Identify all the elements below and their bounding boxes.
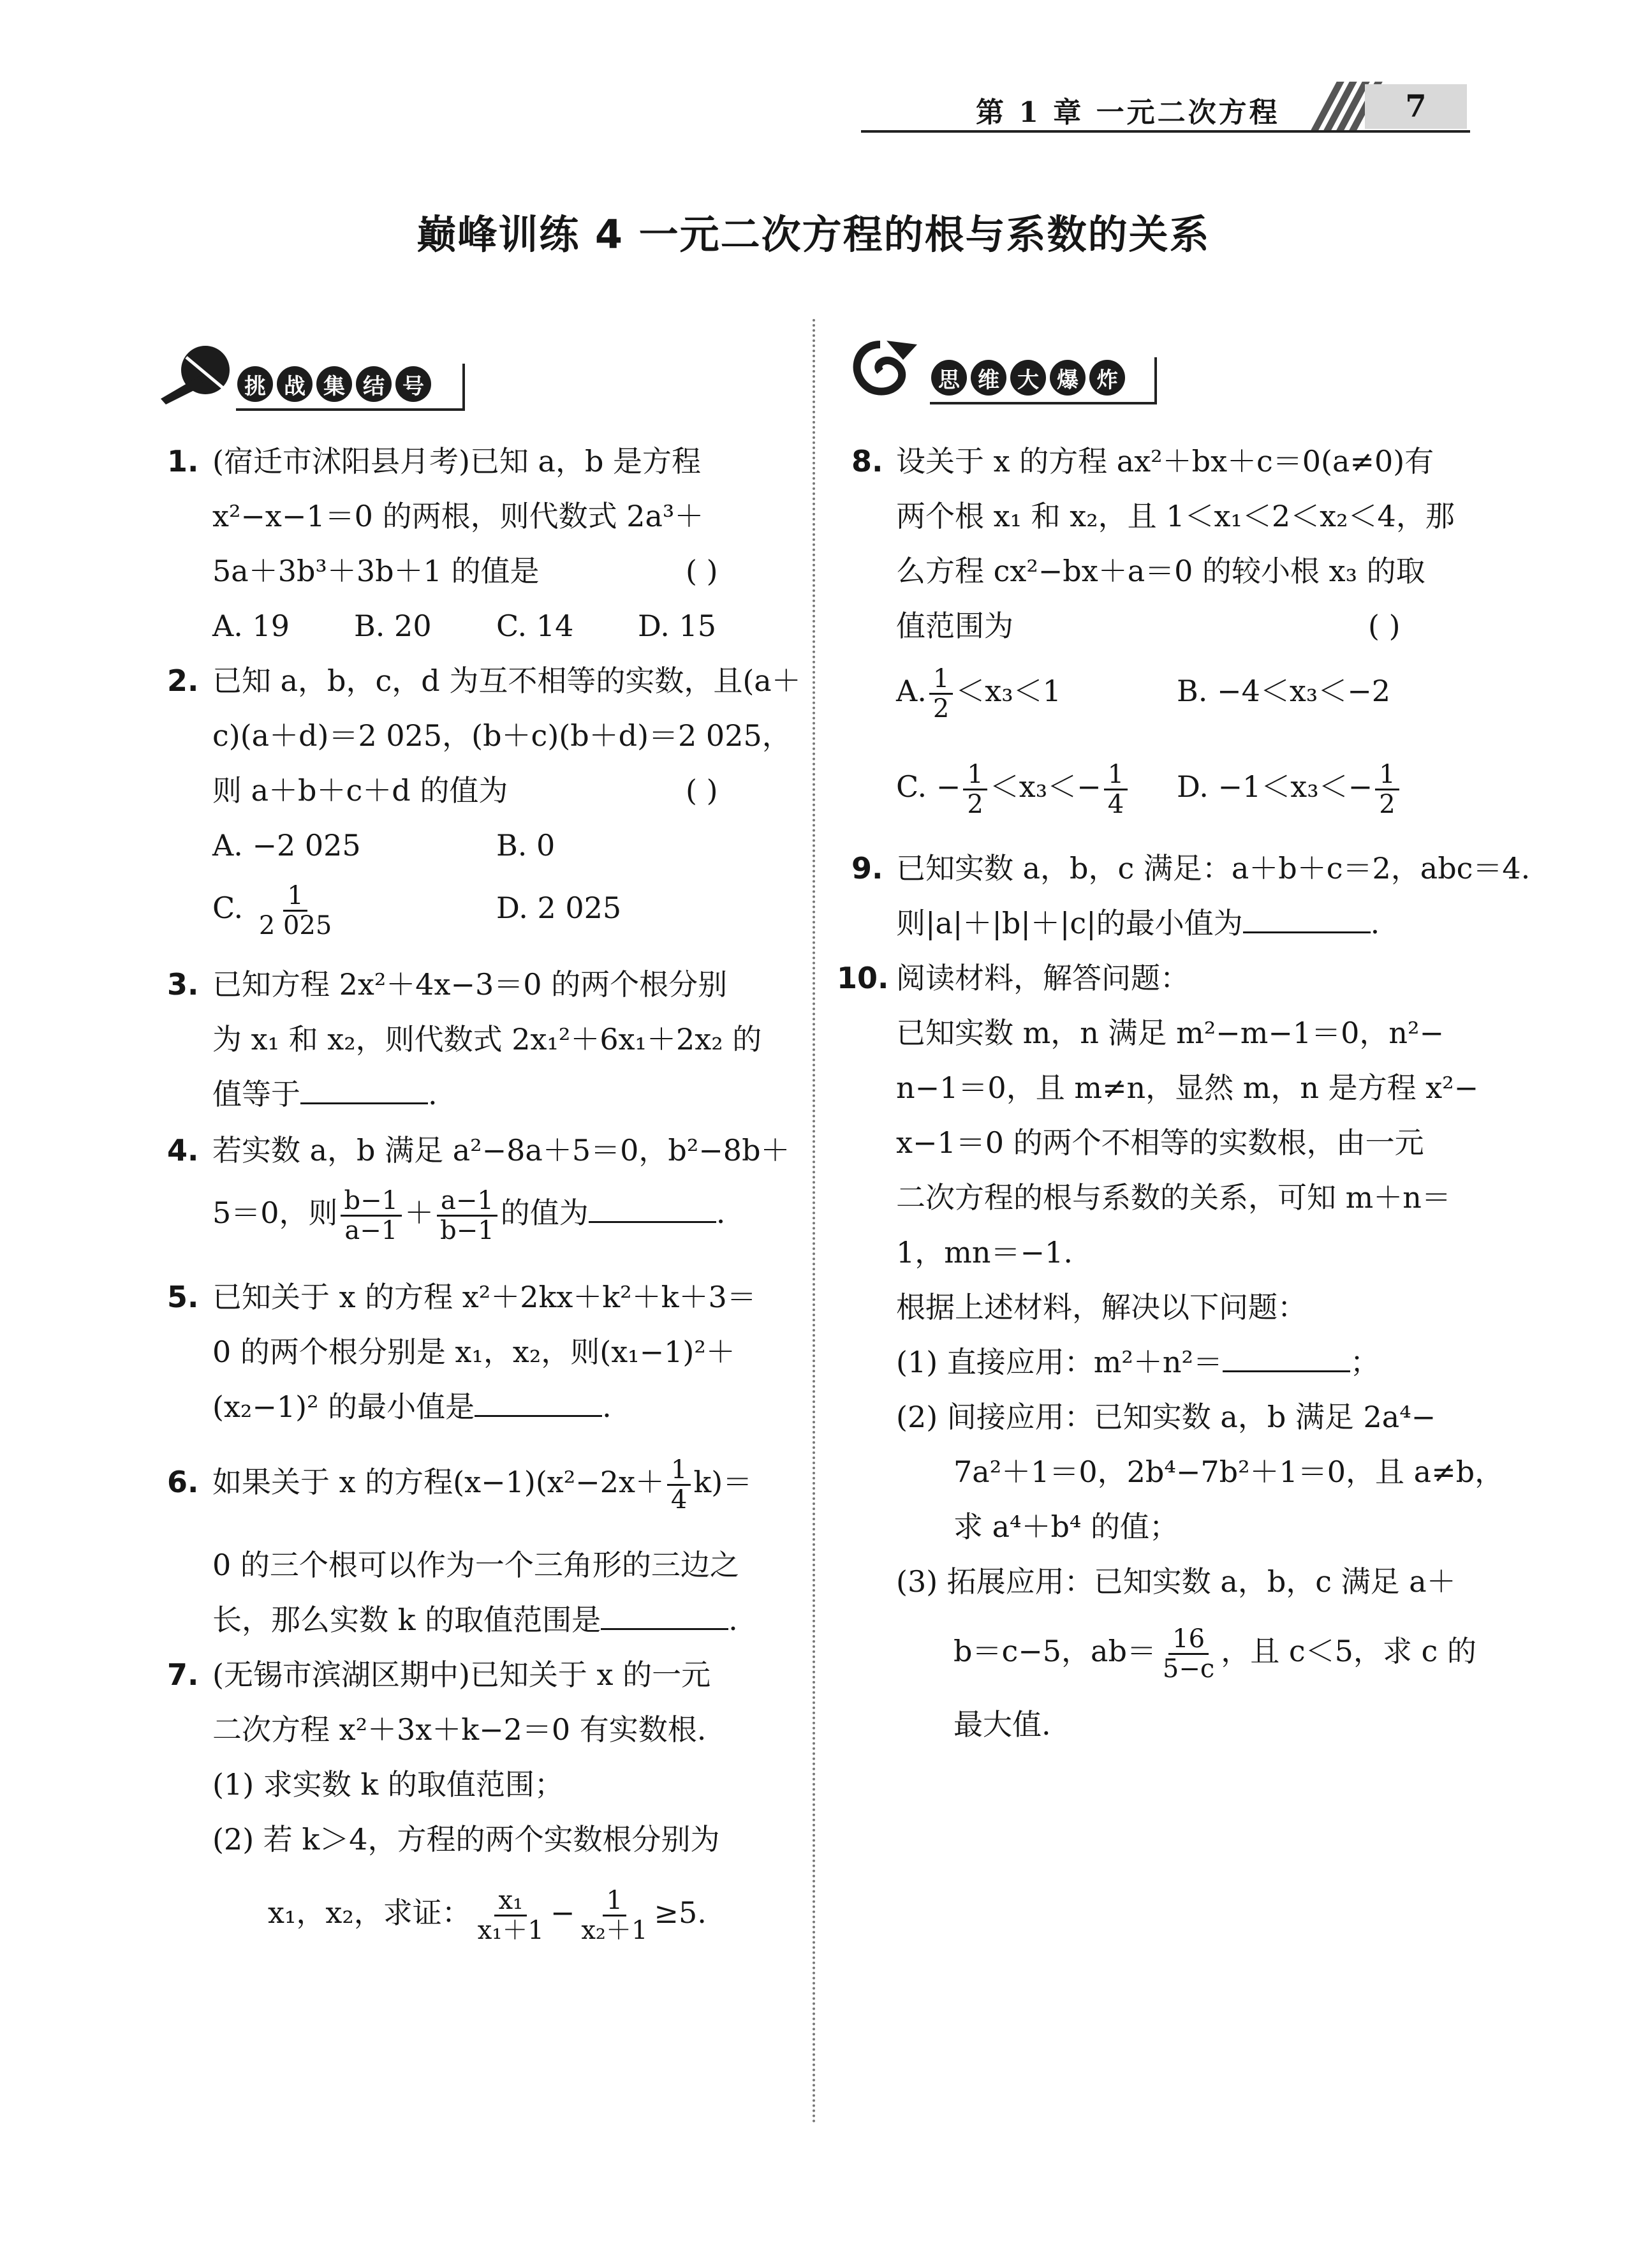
fraction <box>929 665 953 723</box>
sub-question <box>953 1624 1476 1683</box>
banner-char: 大 <box>1010 360 1046 396</box>
sub-question: 最大值. <box>953 1707 1051 1742</box>
text-segment: C. − <box>896 769 961 804</box>
fraction <box>474 1886 548 1945</box>
column-divider <box>813 319 815 2124</box>
question-text <box>268 1885 707 1945</box>
page-number: 7 <box>1365 84 1467 129</box>
answer-blank[interactable] <box>589 1196 716 1223</box>
challenge-icon <box>148 338 237 408</box>
fraction <box>577 1886 651 1945</box>
text-segment: . <box>1370 906 1380 940</box>
question-number: 10. <box>837 961 889 995</box>
answer-blank[interactable] <box>475 1390 602 1417</box>
option-b: B. −4＜x₃＜−2 <box>1177 674 1391 708</box>
answer-blank[interactable] <box>1223 1345 1350 1372</box>
fraction <box>436 1187 498 1245</box>
denominator: 2 <box>1379 789 1395 819</box>
question-text: 已知 a，b，c，d 为互不相等的实数，且(a＋ <box>212 663 801 698</box>
numerator: 1 <box>667 1456 691 1486</box>
question-text: 5a＋3b³＋3b＋1 的值是 <box>212 554 540 588</box>
question-text: 为 x₁ 和 x₂，则代数式 2x₁²＋6x₁＋2x₂ 的 <box>212 1022 762 1056</box>
question-text <box>212 1067 438 1122</box>
answer-blank[interactable] <box>300 1077 428 1104</box>
question-text: 设关于 x 的方程 ax²＋bx＋c＝0(a≠0)有 <box>896 444 1434 478</box>
banner-char: 爆 <box>1050 360 1086 396</box>
option-a: A. −2 025 <box>212 828 361 863</box>
question-text: 值范围为 <box>896 609 1013 643</box>
text-segment: (x₂−1)² 的最小值是 <box>212 1390 475 1424</box>
numerator: 1 <box>1375 760 1399 790</box>
numerator: b−1 <box>341 1187 402 1217</box>
text-segment: . <box>728 1603 738 1637</box>
text-segment: . <box>602 1390 612 1424</box>
numerator: a−1 <box>437 1187 497 1217</box>
banner-char: 挑 <box>237 366 273 402</box>
question-text: x²−x−1＝0 的两根，则代数式 2a³＋ <box>212 499 704 533</box>
option-c-label: C. <box>212 891 244 925</box>
banner-char: 结 <box>356 366 392 402</box>
question-text: 0 的三个根可以作为一个三角形的三边之 <box>212 1548 739 1582</box>
question-text: 两个根 x₁ 和 x₂，且 1＜x₁＜2＜x₂＜4，那 <box>896 499 1455 533</box>
denominator: 4 <box>1107 789 1124 819</box>
numerator: 1 <box>929 665 953 695</box>
question-text: (2) 若 k＞4，方程的两个实数根分别为 <box>212 1822 720 1857</box>
fraction <box>667 1456 691 1514</box>
question-number: 1. <box>167 444 199 478</box>
option-d <box>1177 759 1402 819</box>
denominator: b−1 <box>440 1215 494 1245</box>
page-title: 巅峰训练 4 一元二次方程的根与系数的关系 <box>416 211 1211 258</box>
text-segment: x₁，x₂，求证： <box>268 1895 471 1930</box>
banner-char: 号 <box>395 366 431 402</box>
text-segment: ＜x₃＜− <box>989 769 1101 804</box>
question-number: 2. <box>167 663 199 698</box>
fraction <box>963 760 987 819</box>
banner-char: 集 <box>316 366 352 402</box>
text-segment: ； <box>1350 1345 1380 1379</box>
answer-blank[interactable] <box>601 1603 728 1630</box>
text-segment: 如果关于 x 的方程(x−1)(x²−2x＋ <box>212 1465 665 1499</box>
text-segment: A. <box>896 674 927 708</box>
denominator: 5−c <box>1162 1654 1215 1684</box>
option-d: D. 2 025 <box>496 891 622 925</box>
sub-question <box>896 1335 1380 1390</box>
text-segment: − <box>550 1895 575 1930</box>
numerator: 1 <box>963 760 987 790</box>
question-number: 3. <box>167 967 199 1002</box>
question-text <box>212 1592 738 1647</box>
question-text: n−1＝0，且 m≠n，显然 m，n 是方程 x²− <box>896 1071 1479 1105</box>
option-c <box>896 759 1130 819</box>
text-segment: (1) 直接应用：m²＋n²＝ <box>896 1345 1223 1379</box>
text-segment: ＜x₃＜1 <box>955 674 1061 708</box>
text-segment: . <box>428 1077 438 1111</box>
banner-char: 思 <box>931 360 967 396</box>
sub-question: 求 a⁴＋b⁴ 的值； <box>953 1509 1179 1544</box>
fraction <box>1159 1625 1218 1683</box>
banner-char: 维 <box>971 360 1006 396</box>
swirl-icon <box>842 332 925 402</box>
question-number: 9. <box>851 851 883 886</box>
question-text: 0 的两个根分别是 x₁，x₂，则(x₁−1)²＋ <box>212 1335 735 1369</box>
denominator: x₂＋1 <box>581 1915 648 1945</box>
question-number: 4. <box>167 1133 199 1167</box>
sub-question: (2) 间接应用：已知实数 a，b 满足 2a⁴− <box>896 1400 1436 1434</box>
fraction <box>1375 760 1399 819</box>
question-number: 7. <box>167 1657 199 1692</box>
denominator: 4 <box>670 1485 688 1515</box>
numerator: 1 <box>603 1886 626 1916</box>
text-segment: 值等于 <box>212 1077 300 1111</box>
question-text: 根据上述材料，解决以下问题： <box>896 1290 1307 1324</box>
numerator: 1 <box>1104 760 1128 790</box>
option-b: B. 20 <box>354 609 432 643</box>
banner-char: 战 <box>277 366 313 402</box>
question-text: 已知实数 a，b，c 满足：a＋b＋c＝2，abc＝4. <box>896 851 1531 886</box>
option-c: C. 14 <box>496 609 574 643</box>
question-text: (宿迁市沭阳县月考)已知 a，b 是方程 <box>212 444 702 478</box>
question-text: (1) 求实数 k 的取值范围； <box>212 1767 564 1802</box>
denominator: a−1 <box>344 1215 398 1245</box>
sub-question: 7a²＋1＝0，2b⁴−7b²＋1＝0，且 a≠b， <box>953 1455 1505 1489</box>
numerator: x₁ <box>494 1886 527 1916</box>
text-segment: 则|a|＋|b|＋|c|的最小值为 <box>896 906 1243 940</box>
section-banner-left <box>237 364 431 404</box>
question-text: 已知实数 m，n 满足 m²−m−1＝0，n²− <box>896 1016 1445 1050</box>
question-text: 则 a＋b＋c＋d 的值为 <box>212 773 508 808</box>
text-segment: 的值为 <box>500 1196 589 1230</box>
denominator: 2 <box>932 693 950 723</box>
text-segment: ＋ <box>404 1196 434 1230</box>
text-segment: D. −1＜x₃＜− <box>1177 769 1373 804</box>
text-segment: ，且 c＜5，求 c 的 <box>1221 1634 1476 1668</box>
option-a: A. 19 <box>212 609 290 643</box>
question-text <box>896 896 1380 951</box>
text-segment: b＝c−5，ab＝ <box>953 1634 1156 1668</box>
question-text: 已知关于 x 的方程 x²＋2kx＋k²＋k＋3＝ <box>212 1280 756 1314</box>
question-text: x−1＝0 的两个不相等的实数根，由一元 <box>896 1125 1424 1160</box>
option-c <box>212 880 338 940</box>
denominator: 2 025 <box>258 910 332 940</box>
question-text <box>212 1379 612 1434</box>
question-text: 已知方程 2x²＋4x−3＝0 的两个根分别 <box>212 967 728 1002</box>
question-text: (无锡市滨湖区期中)已知关于 x 的一元 <box>212 1657 711 1692</box>
question-text <box>212 1455 752 1514</box>
sub-question: (3) 拓展应用：已知实数 a，b，c 满足 a＋ <box>896 1564 1456 1599</box>
denominator: x₁＋1 <box>477 1915 544 1945</box>
option-d: D. 15 <box>638 609 717 643</box>
numerator: 16 <box>1168 1625 1209 1655</box>
option-a <box>896 663 1061 723</box>
header-rule <box>861 130 1470 133</box>
question-number: 5. <box>167 1280 199 1314</box>
banner-char: 炸 <box>1089 360 1125 396</box>
question-number: 8. <box>851 444 883 478</box>
question-text: 二次方程的根与系数的关系，可知 m＋n＝ <box>896 1180 1451 1215</box>
question-text: 阅读材料，解答问题： <box>896 961 1189 995</box>
chapter-header: 第 1 章 一元二次方程 <box>976 96 1280 129</box>
section-banner-right <box>931 357 1125 398</box>
text-segment: 5＝0，则 <box>212 1196 338 1230</box>
answer-paren: ( ) <box>686 773 718 808</box>
question-number: 6. <box>167 1465 199 1499</box>
fraction <box>341 1187 402 1245</box>
text-segment: ≥5. <box>654 1895 707 1930</box>
answer-blank[interactable] <box>1243 906 1371 933</box>
question-text <box>212 1185 725 1245</box>
answer-paren: ( ) <box>1368 609 1401 643</box>
text-segment: . <box>716 1196 726 1230</box>
numerator: 1 <box>283 882 307 912</box>
fraction <box>1104 760 1128 819</box>
text-segment: 长，那么实数 k 的取值范围是 <box>212 1603 601 1637</box>
fraction <box>255 882 336 940</box>
question-text: c)(a＋d)＝2 025，(b＋c)(b＋d)＝2 025， <box>212 718 791 753</box>
answer-paren: ( ) <box>686 554 718 588</box>
text-segment: k)＝ <box>693 1465 753 1499</box>
question-text: 若实数 a，b 满足 a²−8a＋5＝0，b²−8b＋ <box>212 1133 790 1167</box>
question-text: 二次方程 x²＋3x＋k−2＝0 有实数根. <box>212 1712 707 1747</box>
question-text: 1，mn＝−1. <box>896 1235 1073 1270</box>
question-text: 么方程 cx²−bx＋a＝0 的较小根 x₃ 的取 <box>896 554 1425 588</box>
denominator: 2 <box>967 789 983 819</box>
option-b: B. 0 <box>496 828 556 863</box>
